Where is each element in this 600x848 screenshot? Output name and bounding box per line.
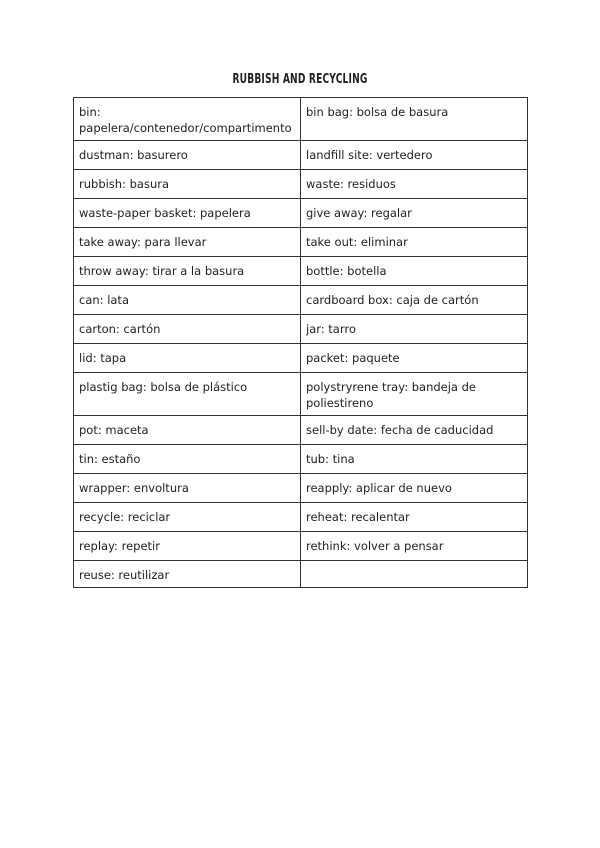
table-row [74,344,528,373]
table-cell: give away: regalar [301,199,528,228]
table-cell: lid: tapa [74,344,301,373]
table-cell: can: lata [74,286,301,315]
table-row [74,257,528,286]
table-cell: landfill site: vertedero [301,141,528,170]
table-row [74,228,528,257]
table-row [74,315,528,344]
table-cell: reuse: reutilizar [74,561,301,588]
table-cell: throw away: tirar a la basura [74,257,301,286]
table-cell: sell-by date: fecha de caducidad [301,416,528,445]
table-cell: bin: papelera/contenedor/compartimento [74,98,301,141]
table-cell: rethink: volver a pensar [301,532,528,561]
table-cell: dustman: basurero [74,141,301,170]
table-row [74,199,528,228]
table-row [74,445,528,474]
table-row [74,286,528,315]
table-cell: packet: paquete [301,344,528,373]
page-title: RUBBISH AND RECYCLING [232,72,368,87]
table-cell: pot: maceta [74,416,301,445]
table-cell: jar: tarro [301,315,528,344]
table-cell: wrapper: envoltura [74,474,301,503]
table-cell: reheat: recalentar [301,503,528,532]
table-row [74,98,528,141]
table-row [74,474,528,503]
table-cell: recycle: reciclar [74,503,301,532]
table-cell: rubbish: basura [74,170,301,199]
table-row [74,416,528,445]
vocabulary-table [73,97,528,588]
table-cell: reapply: aplicar de nuevo [301,474,528,503]
table-cell: plastig bag: bolsa de plástico [74,373,301,416]
table-cell: polystryrene tray: bandeja de poliestireno [301,373,528,416]
table-cell: carton: cartón [74,315,301,344]
table-row [74,373,528,416]
table-cell: replay: repetir [74,532,301,561]
table-cell: cardboard box: caja de cartón [301,286,528,315]
table-cell: waste: residuos [301,170,528,199]
table-row [74,561,528,588]
table-cell-empty [301,561,528,588]
table-cell: bin bag: bolsa de basura [301,98,528,141]
table-row [74,532,528,561]
table-cell: take away: para llevar [74,228,301,257]
table-cell: tin: estaño [74,445,301,474]
table-cell: take out: eliminar [301,228,528,257]
table-row [74,503,528,532]
table-row [74,141,528,170]
table-cell: waste-paper basket: papelera [74,199,301,228]
table-row [74,170,528,199]
table-cell: tub: tina [301,445,528,474]
table-cell: bottle: botella [301,257,528,286]
